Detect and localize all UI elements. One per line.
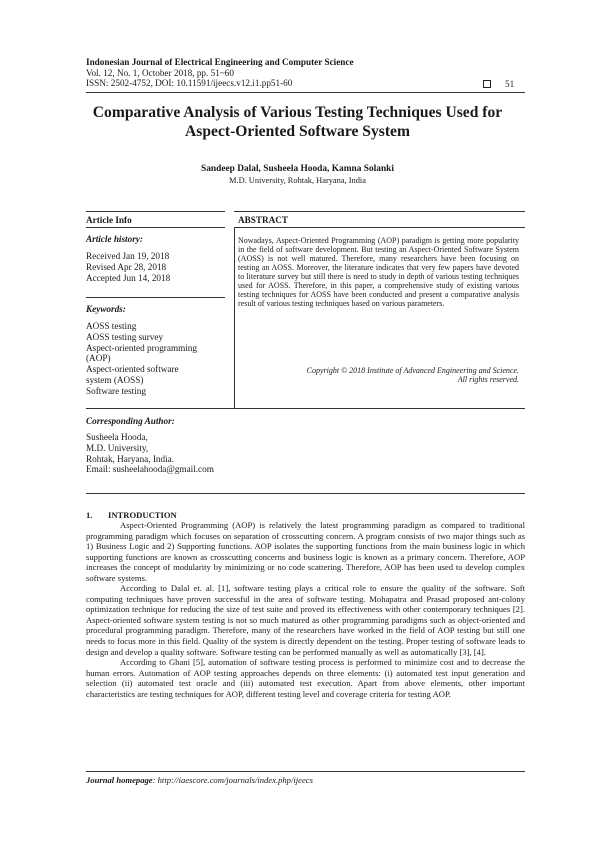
homepage-url[interactable]: : http://iaescore.com/journals/index.php/ijeecs [152,775,313,785]
abstract-heading-rule [234,227,525,228]
keyword-item: (AOP) [86,353,111,364]
copyright-line-1: Copyright © 2018 Institute of Advanced Engineering and Science. [306,366,519,375]
keyword-item: Aspect-oriented software [86,364,179,375]
paper-title [60,104,535,141]
info-end-rule [86,493,525,494]
revised-date: Revised Apr 28, 2018 [86,261,167,272]
keyword-item: Aspect-oriented programming [86,342,197,353]
keywords-rule [86,297,225,298]
keyword-item: AOSS testing [86,321,137,331]
footer-rule [86,771,525,772]
header-rule [86,92,525,93]
authors: Sandeep Dalal, Susheela Hooda, Kamna Solanki [200,164,395,174]
article-history [86,251,170,283]
article-info-heading: Article Info [86,215,132,225]
author-institution: M.D. University, [86,442,149,453]
corresponding-author [86,432,214,475]
info-top-rule [86,211,225,212]
journal-homepage [86,775,313,785]
received-date: Received Jan 19, 2018 [86,251,170,261]
history-label: Article history: [86,234,143,244]
copyright-line-2: All rights reserved. [457,375,519,385]
keyword-item: Software testing [86,385,146,396]
info-bottom-rule [86,408,525,409]
abstract-left-rule [234,227,235,408]
header-right [483,79,514,89]
page-number: 51 [505,79,515,89]
square-bullet-icon [483,80,491,88]
author-location: Rohtak, Haryana, India. [86,453,175,464]
journal-volume: Vol. 12, No. 1, October 2018, pp. 51~60 [86,67,234,78]
corresponding-label: Corresponding Author: [86,416,175,426]
section-title: INTRODUCTION [108,510,177,520]
introduction-body [86,520,525,699]
affiliation: M.D. University, Rohtak, Haryana, India [229,176,366,185]
info-heading-rule [86,227,225,228]
journal-name: Indonesian Journal of Electrical Engineering and Computer Science [86,57,354,67]
title-line-1: Comparative Analysis of Various Testing Techniques Used for [92,104,503,121]
title-line-2: Aspect-Oriented Software System [185,122,410,140]
body-paragraph: Aspect-Oriented Programming (AOP) is relatively the latest programming paradigm as compared to traditional programming paradigm which focuses on separation of crosscutting concern. A program consists of two major things such as 1) Business Logic and 2) Supporting functions. AOP isolates the supporting functions from the main business logic in which supporting functions are known as crosscutting concerns and business logic is known as a primary concern. Therefore, AOP increases the concept of modularity by minimizing or no code scattering. Therefore, AOP has been used to develop complex software systems. [86,520,525,583]
journal-issn: ISSN: 2502-4752, DOI: 10.11591/ijeecs.v12.i1.pp51-60 [86,78,293,89]
abstract-text: Nowadays, Aspect-Oriented Programming (AOP) paradigm is getting more popularity in the field of software development. But testing an Aspect-Oriented Software System (AOSS) is not well matured. Therefore, many researchers have been focusing on testing an AOSS. Moreover, the literature indicates that very few papers have devoted to literature survey but still there is need to study in depth of various testing techniques used for AOSS. Therefore, in this paper, a comprehensive study of existing various testing techniques for AOSS have been conducted and present a comparative analysis result of various testing techniques based on various parameters. [238,236,519,309]
body-paragraph: According to Dalal et. al. [1], software testing plays a critical role to ensure the quality of the software. Soft computing techniques have proven successful in the area of software testing. Mohapatra and Prasad proposed ant-colony optimization technique for reducing the size of test suite and proved its effectiveness with other contemporary techniques [2]. Aspect-oriented software system testing is not so much matured as other programming paradigms such as object-oriented and procedural programming paradigm. Therefore, many of the researchers have worked in the field of AOP testing but still one needs to focus more in this field. Quality of the system is directly dependent on the testing. Proper testing of software leads to design and develop a quality software. Software testing can be performed manually as well as automatically [3], [4]. [86,583,525,657]
copyright [238,366,519,384]
keywords-label: Keywords: [86,304,126,314]
keyword-item: system (AOSS) [86,374,144,385]
introduction-heading [86,510,177,520]
keyword-item: AOSS testing survey [86,331,164,342]
body-paragraph: According to Ghani [5], automation of software testing process is performed to minimize cost and to decrease the human errors. Automation of AOP testing approaches depends on three elements: (i) automated test input generation and selection (ii) automated test oracle and (iii) automated test execution. Apart from above elements, other important characteristics are testing techniques for AOP, different testing level and coverage criteria for testing AOP. [86,657,525,699]
author-email: Email: susheelahooda@gmail.com [86,464,214,475]
section-number: 1. [86,510,93,520]
keywords-list [86,321,197,397]
homepage-label: Journal homepage [86,775,153,785]
journal-header [86,57,354,89]
abstract-top-rule [234,211,525,212]
accepted-date: Accepted Jun 14, 2018 [86,272,171,283]
author-name: Susheela Hooda, [86,432,148,442]
abstract-heading: ABSTRACT [238,215,289,225]
